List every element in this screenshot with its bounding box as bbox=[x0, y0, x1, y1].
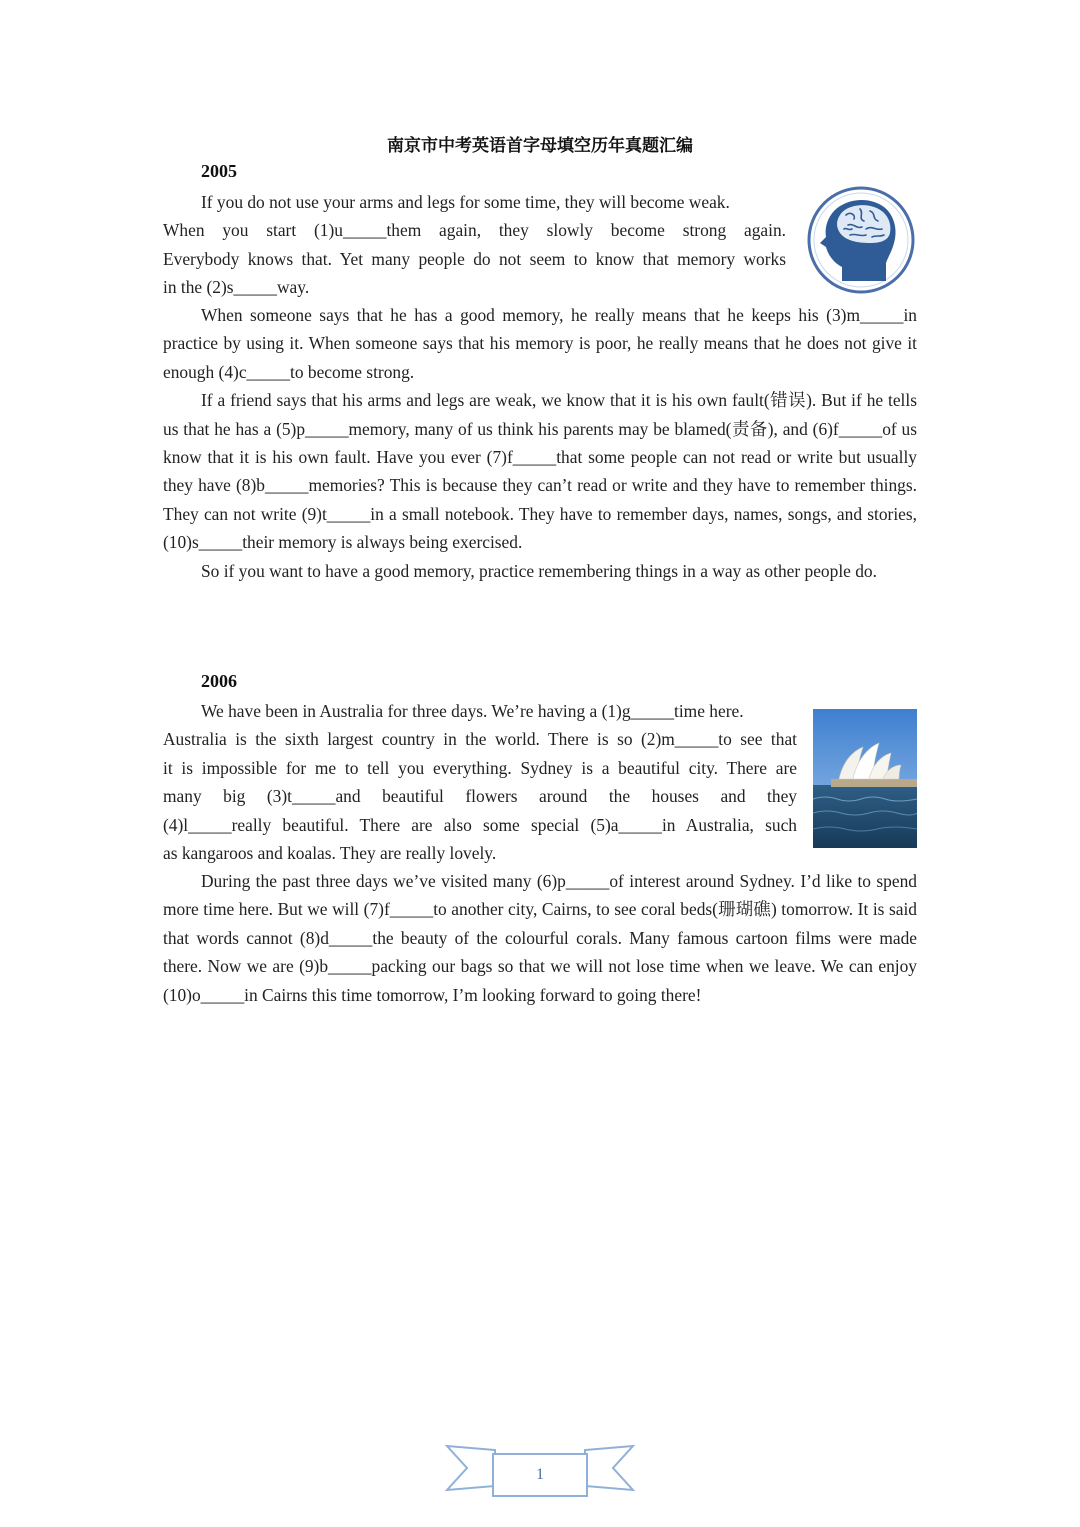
page-number: 1 bbox=[536, 1466, 544, 1483]
text-line: Australia is the sixth largest country in the world. There is so (2)m_____to see that bbox=[163, 729, 797, 750]
section-2006-wrap-text bbox=[163, 697, 797, 867]
section-2005-body bbox=[163, 301, 917, 585]
sydney-opera-house-photo bbox=[813, 709, 917, 848]
text-line: it is impossible for me to tell you everything. Sydney is a beautiful city. There are bbox=[163, 757, 797, 778]
text-line: If you do not use your arms and legs for some time, they will become weak. bbox=[201, 192, 730, 212]
text-line: We have been in Australia for three days. We’re having a (1)g_____time here. bbox=[201, 701, 744, 721]
text-line: in the (2)s_____way. bbox=[163, 277, 310, 298]
paragraph: During the past three days we’ve visited many (6)p_____of interest around Sydney. I’d like to spend more time here. But we will (7)f_____to another city, Cairns, to see coral beds(珊瑚礁) tomorrow. It is said that words cannot (8)d_____the beauty of the colourful corals. Many famous cartoon films were made there. Now we are (9)b_____packing our bags so that we will not lose time when we leave. We can enjoy (10)o_____in Cairns this time tomorrow, I’m looking forward to going there! bbox=[163, 871, 917, 1005]
page-title: 南京市中考英语首字母填空历年真题汇编 bbox=[387, 136, 693, 156]
paragraph: When someone says that he has a good memory, he really means that he keeps his (3)m_____in practice by using it. When someone says that his memory is poor, he really means that he does not give it enough (4)c_____to become strong. bbox=[163, 305, 917, 382]
text-line: When you start (1)u_____them again, they slowly become strong again. bbox=[163, 220, 786, 241]
text-line: (4)l_____really beautiful. There are also some special (5)a_____in Australia, such bbox=[163, 814, 797, 835]
text-line: Everybody knows that. Yet many people do not seem to know that memory works bbox=[163, 248, 786, 269]
page-footer bbox=[445, 1440, 635, 1500]
section-2005-wrap-text bbox=[163, 188, 786, 302]
section-year-2006: 2006 bbox=[201, 671, 237, 691]
text-line: many big (3)t_____and beautiful flowers around the houses and they bbox=[163, 786, 797, 807]
section-2006-body bbox=[163, 867, 917, 1009]
section-year-2005: 2005 bbox=[201, 161, 237, 181]
paragraph: If a friend says that his arms and legs are weak, we know that it is his own fault(错误). But if he tells us that he has a (5)p_____memory, many of us think his parents may be blamed(责备), and (6)f_____of us know that it is his own fault. Have you ever (7)f_____that some people can not read or write but usually they have (8)b_____memories? This is because they can’t read or write and they have to remember things. They can not write (9)t_____in a small notebook. They have to remember days, names, songs, and stories, (10)s_____their memory is always being exercised. bbox=[163, 390, 917, 553]
brain-head-icon bbox=[806, 185, 916, 295]
text-line: as kangaroos and koalas. They are really lovely. bbox=[163, 843, 497, 864]
paragraph: So if you want to have a good memory, practice remembering things in a way as other people do. bbox=[201, 560, 877, 581]
